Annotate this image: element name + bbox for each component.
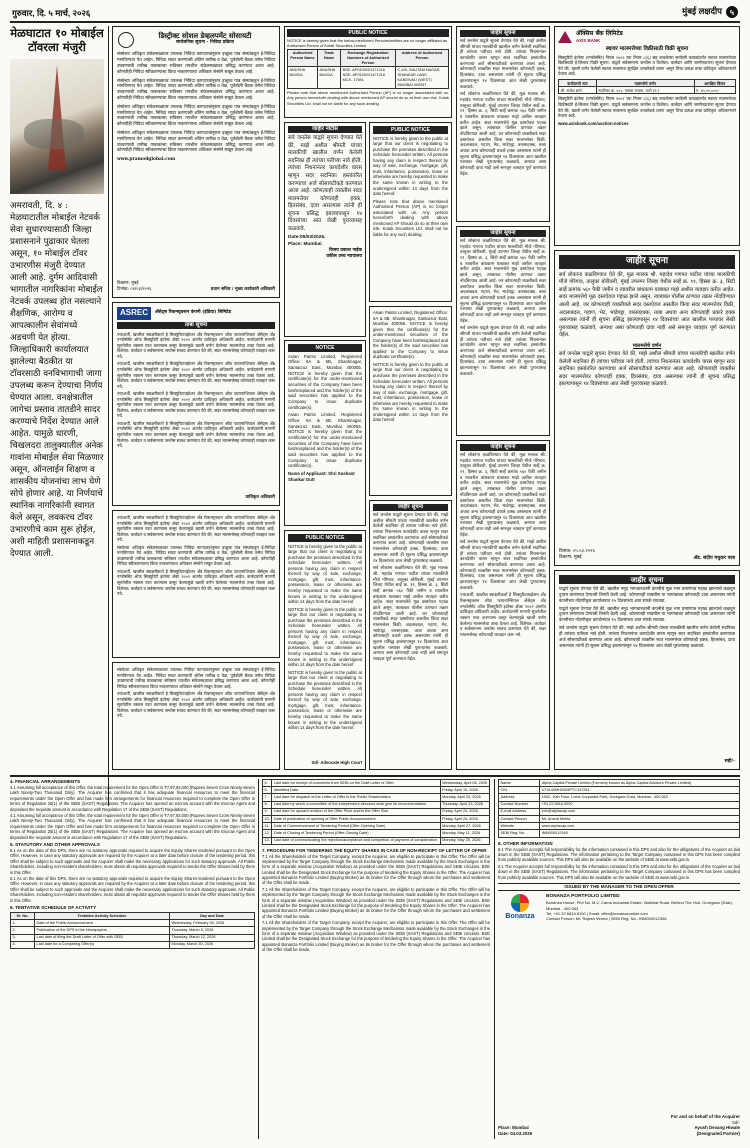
- offer-col-1: [10, 779, 255, 1139]
- sched-head: 6. TENTATIVE SCHEDULE OF ACTIVITY: [10, 904, 97, 910]
- sched-row-cell: 4.: [11, 941, 35, 948]
- sched-row-cell: 2.: [11, 927, 35, 934]
- info-row: [499, 794, 740, 801]
- col3-jahir: [369, 500, 452, 770]
- sched2-row-cell: Last date by which a committee of the independent directors shall give its recommendation: [272, 801, 440, 808]
- col3-mid-body-2: NOTICE is hereby given to the public at large that our client is negotiating to purchase the premises described in the Schedule hereunder written. All persons having any claim in respect thereof by way of sale, exchange, mortgage, gift, trust, inheritance, possession, lease or otherwise are hereby requested to make the same known in writing to the undersigned within 14 days from the date hereof.: [373, 361, 448, 423]
- asrec-body-4: ज्याअर्थी, खालील स्वाक्षरीकर्ता हे सिक्युरिटायझेशन अँड रिकन्स्ट्रक्शन ऑफ फायनान्शियल ॲसेट्स अँड एन्फोर्समेंट ऑफ सिक्युरिटी इंटरेस्ट ॲक्ट २००२ अंतर्गत प्राधिकृत अधिकारी आहेत. कर्जदारांनी मागणी सूचनेतील रक्कम परत करण्यास कसूर केल्यामुळे खाली वर्णन केलेल्या मालमत्तेचा ताबा घेतला आहे. विशेषत: कर्जदार व सर्वसामान्य जनतेस सावध करण्यात येते की, सदर मालमत्तेसह कोणताही व्यवहार करू नये.: [117, 420, 275, 449]
- axis-table: [558, 79, 736, 94]
- info-row-cell: info@alphacap.com: [540, 808, 740, 815]
- col4b-body-2: सर्व जनतेस याद्वारे सूचना देण्यात येते की, माझे अशील श्रीमती यांच्या मालकीची खालील वर्णन केलेली सदनिका ही त्यांच्या पतीच्या नावे होती. त्यांच्या निधनानंतर कायदेशीर वारस म्हणून सदर सदनिका हस्तांतरित करण्याचा अर्ज सोसायटीकडे करण्यात आला आहे. कोणत्याही व्यक्तीस सदर मालमत्तेवर कोणताही हक्क, हितसंबंध, दावा असल्यास त्यांनी ही सूचना प्रसिद्ध झाल्यापासून १४ दिवसांच्या आत लेखी पुराव्यासह कळवावे.: [460, 326, 546, 377]
- sched-col: Day and Date: [169, 913, 254, 920]
- col4-notice-c: [456, 440, 550, 770]
- sched2-row-cell: Monday, May 11, 2026: [440, 830, 489, 837]
- sched2-row: [263, 830, 490, 837]
- col4a-head: जाहीर सूचना: [460, 30, 546, 37]
- axis-title: ॲक्सिस बँक लिमिटेड: [576, 30, 623, 37]
- pmc-body-2: संस्थेच्या अधिकृत संकेतस्थळावर उपलब्ध निविदा कागदपत्रांनुसार इच्छुक पात्र संस्थांकडून ई-निविदा मागविण्यात येत आहेत. निविदा सादर करण्याची अंतिम तारीख व वेळ, पूर्वबोली बैठक तसेच निविदा उघडण्याची तारीख याबाबतचा सविस्तर तपशील संकेतस्थळावर प्रसिद्ध करण्यात आला आहे. कोणतीही निविदा स्वीकारण्याचा किंवा नाकारण्याचा अधिकार संस्थेने राखून ठेवला आहे.: [117, 78, 275, 101]
- jn-head: जाहीर नोटीस: [288, 126, 362, 133]
- asrec-body: ज्याअर्थी, खालील स्वाक्षरीकर्ता हे सिक्युरिटायझेशन अँड रिकन्स्ट्रक्शन ऑफ फायनान्शियल ॲसेट्स अँड एन्फोर्समेंट ऑफ सिक्युरिटी इंटरेस्ट ॲक्ट २००२ अंतर्गत प्राधिकृत अधिकारी आहेत. कर्जदारांनी मागणी सूचनेतील रक्कम परत करण्यास कसूर केल्यामुळे खाली वर्णन केलेल्या मालमत्तेचा ताबा घेतला आहे. विशेषत: कर्जदार व सर्वसामान्य जनतेस सावध करण्यात येते की, सदर मालमत्तेसह कोणताही व्यवहार करू नये.: [117, 331, 275, 359]
- na-body: Asian Paints Limited, Registered Office: 6A & 6B, Shantinagar, Santacruz East, Mumbai 400055. NOTICE is hereby given that the certificate(s) for the under-mentioned securities of the Company have been lost/misplaced and the holder(s) of the said securities has applied to the Company to issue duplicate certificate(s).: [288, 353, 362, 410]
- col3-pn-body-2: Please note that above mentioned Authorised Person (AP) is no longer associated with us. Any person henceforth dealing with above mentioned AP should do so at their own risk. Kotak Securities Ltd. shall not be liable for any such dealing.: [373, 198, 448, 237]
- offer-col-3: [498, 779, 740, 1139]
- proc-body-3: 7.1 All the Shareholders of the Target Company, except the Acquirer, are eligible to participate in this Offer. The Offer will be implemented by the Target Company through the Stock Exchange Mechanism made available by the Stock Exchanges in the form of a separate window (Acquisition Window) as provided under the SEBI (SAST) Regulations and SEBI circulars. BSE Limited shall be the Designated Stock Exchange for the purpose of tendering the Equity Shares in the Offer. The Acquirer has appointed Bonanza Portfolio Limited (Buying Broker) as its broker for the Offer through whom the purchases and settlement of the Offer shall be made.: [262, 920, 490, 953]
- info-row-cell: www.alphacap.com: [540, 823, 740, 830]
- sched2-row-cell: Thursday, April 23, 2026: [440, 801, 489, 808]
- info-row-cell: U74140MH2009PTC197281: [540, 787, 740, 794]
- sched-row-cell: 3.: [11, 934, 35, 941]
- sched2-row-cell: Wednesday, April 08, 2026: [440, 780, 489, 787]
- nbr-body-3: सर्व जनतेस याद्वारे सूचना देण्यात येते की, माझे अशील श्रीमती यांच्या मालकीची खालील वर्णन केलेली सदनिका ही त्यांच्या पतीच्या नावे होती. त्यांच्या निधनानंतर कायदेशीर वारस म्हणून सदर सदनिका हस्तांतरित करण्याचा अर्ज सोसायटीकडे करण्यात आला आहे. कोणत्याही व्यक्तीस सदर मालमत्तेवर कोणताही हक्क, हितसंबंध, दावा असल्यास त्यांनी ही सूचना प्रसिद्ध झाल्यापासून १४ दिवसांच्या आत लेखी पुराव्यासह कळवावे.: [559, 626, 735, 649]
- offer-top-rule: [10, 775, 740, 777]
- info-row-cell: Alpha Capital Private Limited (Formerly known as Alpha Capital Advisors Private Limited): [540, 780, 740, 787]
- info-row: [499, 815, 740, 822]
- pn1-table: [287, 49, 449, 89]
- nbr-head: जाहीर सूचना: [559, 575, 735, 584]
- sched2-row: [263, 808, 490, 815]
- col2-lower-body-2: संस्थेच्या अधिकृत संकेतस्थळावर उपलब्ध निविदा कागदपत्रांनुसार इच्छुक पात्र संस्थांकडून ई-निविदा मागविण्यात येत आहेत. निविदा सादर करण्याची अंतिम तारीख व वेळ, पूर्वबोली बैठक तसेच निविदा उघडण्याची तारीख याबाबतचा सविस्तर तपशील संकेतस्थळावर प्रसिद्ध करण्यात आला आहे. कोणतीही निविदा स्वीकारण्याचा किंवा नाकारण्याचा अधिकार संस्थेने राखून ठेवला आहे.: [117, 544, 275, 567]
- sched2-row: [263, 794, 490, 801]
- sched2-row-cell: Date of publication of opening of Offer Public Announcement: [272, 815, 440, 822]
- sched2-row-cell: Monday, April 27, 2026: [440, 823, 489, 830]
- sched2-row-cell: 12.: [263, 830, 272, 837]
- page-number: ५: [726, 6, 738, 18]
- proc-body-2: 7.1 All the Shareholders of the Target Company, except the Acquirer, are eligible to participate in this Offer. The Offer will be implemented by the Target Company through the Stock Exchange Mechanism made available by the Stock Exchanges in the form of a separate window (Acquisition Window) as provided under the SEBI (SAST) Regulations and SEBI circulars. BSE Limited shall be the Designated Stock Exchange for the purpose of tendering the Equity Shares in the Offer. The Acquirer has appointed Bonanza Portfolio Limited (Buying Broker) as its broker for the Offer through whom the purchases and settlement of the Offer shall be made.: [262, 886, 490, 919]
- sched2-row-cell: Monday, May 25, 2026: [440, 837, 489, 844]
- axis-cell: श्री. राजेश शर्मा: [559, 87, 597, 94]
- info-row-cell: Website: [499, 823, 540, 830]
- bonanza-addr: Bonanza House, Plot No. M-2, Cama Industrial Estate, Walbhat Road, Behind The Hub, Goregaon (East), Mumbai - 400 063: [546, 900, 733, 911]
- na-body-2: Asian Paints Limited, Registered Office: 6A & 6B, Shantinagar, Santacruz East, Mumbai 400055. NOTICE is hereby given that the certificate(s) for the under-mentioned securities of the Company have been lost/misplaced and the holder(s) of the said securities has applied to the Company to issue duplicate certificate(s).: [288, 412, 362, 469]
- pmc-logo: [118, 32, 134, 48]
- col3-jahir-body: सर्व जनतेस याद्वारे सूचना देण्यात येते की, माझे अशील श्रीमती यांच्या मालकीची खालील वर्णन केलेली सदनिका ही त्यांच्या पतीच्या नावे होती. त्यांच्या निधनानंतर कायदेशीर वारस म्हणून सदर सदनिका हस्तांतरित करण्याचा अर्ज सोसायटीकडे करण्यात आला आहे. कोणत्याही व्यक्तीस सदर मालमत्तेवर कोणताही हक्क, हितसंबंध, दावा असल्यास त्यांनी ही सूचना प्रसिद्ध झाल्यापासून १४ दिवसांच्या आत लेखी पुराव्यासह कळवावे.: [373, 513, 448, 564]
- sched2-row-cell: 6.: [263, 787, 272, 794]
- pmc-body-3: संस्थेच्या अधिकृत संकेतस्थळावर उपलब्ध निविदा कागदपत्रांनुसार इच्छुक पात्र संस्थांकडून ई-निविदा मागविण्यात येत आहेत. निविदा सादर करण्याची अंतिम तारीख व वेळ, पूर्वबोली बैठक तसेच निविदा उघडण्याची तारीख याबाबतचा सविस्तर तपशील संकेतस्थळावर प्रसिद्ध करण्यात आला आहे. कोणतीही निविदा स्वीकारण्याचा किंवा नाकारण्याचा अधिकार संस्थेने राखून ठेवला आहे.: [117, 104, 275, 128]
- offer-rule-2: [494, 779, 495, 1139]
- sched2-row-cell: 9.: [263, 808, 272, 815]
- sched2-row-cell: 11.: [263, 823, 272, 830]
- info-row-cell: Mr. Anand Mehta: [540, 815, 740, 822]
- bonanza-logo-text: Bonanza: [505, 912, 535, 920]
- asrec-sign: प्राधिकृत अधिकारी: [245, 495, 275, 501]
- col4c-body-3: ज्याअर्थी, खालील स्वाक्षरीकर्ता हे सिक्युरिटायझेशन अँड रिकन्स्ट्रक्शन ऑफ फायनान्शियल ॲसेट्स अँड एन्फोर्समेंट ऑफ सिक्युरिटी इंटरेस्ट ॲक्ट २००२ अंतर्गत प्राधिकृत अधिकारी आहेत. कर्जदारांनी मागणी सूचनेतील रक्कम परत करण्यास कसूर केल्यामुळे खाली वर्णन केलेल्या मालमत्तेचा ताबा घेतला आहे. विशेषत: कर्जदार व सर्वसामान्य जनतेस सावध करण्यात येते की, सदर मालमत्तेसह कोणताही व्यवहार करू नये.: [460, 593, 546, 638]
- stat-body: 5.1 As on the date of this DPS, there are no statutory approvals required to acquire the Equity Shares tendered pursuant to the Open Offer. However, in case any statutory approvals are required by the Acquirer at a later date before closure of the tendering period, this Offer shall be subject to such approvals and the Acquirer shall make the necessary applications for such statutory approvals. All Public Shareholders, including non-resident shareholders, must obtain all requisite approvals required to tender the Offer Shares held by them in this Offer.: [10, 848, 255, 875]
- sched2-row-cell: Last date for upward revision of the Offer Price and/or the Offer Size: [272, 808, 440, 815]
- col4b-body: सर्व लोकांना कळविण्यात येते की, मूळ मालक श्री. महादेव गणपत पाटील यांच्या मालकीची मौजे गोरेगाव, तालुका बोरीवली, मुंबई उपनगर जिल्हा येथील सर्व्हे क्र. ११, हिस्सा क्र. ३, सिटी सर्व्हे क्रमांक ५६० पैकी जमीन व त्यावरील बांधकाम याबाबत माझे अशील व्यवहार करीत आहेत. सदर मालमत्तेचे मूळ दस्तऐवज गहाळ झाले असून, त्याबाबत पोलीस ठाण्यात तक्रार नोंदविण्यात आली आहे. जर कोणत्याही व्यक्तीकडे सदर दस्तऐवज असतील किंवा सदर मालमत्तेवर विक्री, अदलाबदल, गहाण, भेट, भाडेपट्टा, वारसाहक्क, ताबा अथवा अन्य कोणत्याही प्रकारे हक्क असल्यास त्यांनी ही सूचना प्रसिद्ध झाल्यापासून १४ दिवसांच्या आत खालील पत्त्यावर लेखी पुराव्यासह कळवावे, अन्यथा असा कोणताही दावा नाही असे समजून व्यवहार पूर्ण करण्यात येईल.: [460, 239, 546, 324]
- sched-col: Tentative Activity Schedule: [34, 913, 169, 920]
- pmc-body: संस्थेच्या अधिकृत संकेतस्थळावर उपलब्ध निविदा कागदपत्रांनुसार इच्छुक पात्र संस्थांकडून ई-निविदा मागविण्यात येत आहेत. निविदा सादर करण्याची अंतिम तारीख व वेळ, पूर्वबोली बैठक तसेच निविदा उघडण्याची तारीख याबाबतचा सविस्तर तपशील संकेतस्थळावर प्रसिद्ध करण्यात आला आहे. कोणतीही निविदा स्वीकारण्याचा किंवा नाकारण्याचा अधिकार संस्थेने राखून ठेवला आहे.: [117, 52, 275, 75]
- other-body-2: 8.1 The Acquirer accepts full responsibility for the information contained in this DPS and also for the obligations of the Acquirer as laid down in the SEBI (SAST) Regulations. The information pertaining to the Target Company contained in this DPS has been compiled from publicly available sources. This DPS will also be available on the website of SEBI at www.sebi.gov.in.: [498, 863, 740, 880]
- sched-row-cell: Wednesday, February 25, 2026: [169, 920, 254, 927]
- sched2-row: [263, 787, 490, 794]
- pn2-head: PUBLIC NOTICE: [288, 534, 362, 542]
- sched-row: [11, 927, 255, 934]
- big-place: ठिकाण: मुंबई: [559, 554, 582, 560]
- col2-lower-body-3: ज्याअर्थी, खालील स्वाक्षरीकर्ता हे सिक्युरिटायझेशन अँड रिकन्स्ट्रक्शन ऑफ फायनान्शियल ॲसेट्स अँड एन्फोर्समेंट ऑफ सिक्युरिटी इंटरेस्ट ॲक्ट २००२ अंतर्गत प्राधिकृत अधिकारी आहेत. कर्जदारांनी मागणी सूचनेतील रक्कम परत करण्यास कसूर केल्यामुळे खाली वर्णन केलेल्या मालमत्तेचा ताबा घेतला आहे. विशेषत: कर्जदार व सर्वसामान्य जनतेस सावध करण्यात येते की, सदर मालमत्तेसह कोणताही व्यवहार करू नये.: [117, 568, 275, 597]
- sched2-row-cell: 10.: [263, 815, 272, 822]
- notice-asrec: [112, 302, 280, 506]
- sched-row-cell: Date of the Public Announcement: [34, 920, 169, 927]
- info-row-cell: E-mail Address: [499, 808, 540, 815]
- col2-bottom-body: संस्थेच्या अधिकृत संकेतस्थळावर उपलब्ध निविदा कागदपत्रांनुसार इच्छुक पात्र संस्थांकडून ई-निविदा मागविण्यात येत आहेत. निविदा सादर करण्याची अंतिम तारीख व वेळ, पूर्वबोली बैठक तसेच निविदा उघडण्याची तारीख याबाबतचा सविस्तर तपशील संकेतस्थळावर प्रसिद्ध करण्यात आला आहे. कोणतीही निविदा स्वीकारण्याचा किंवा नाकारण्याचा अधिकार संस्थेने राखून ठेवला आहे.: [117, 667, 275, 689]
- info-row-cell: INM000012345: [540, 830, 740, 837]
- col4a-body: सर्व जनतेस याद्वारे सूचना देण्यात येते की, माझे अशील श्रीमती यांच्या मालकीची खालील वर्णन केलेली सदनिका ही त्यांच्या पतीच्या नावे होती. त्यांच्या निधनानंतर कायदेशीर वारस म्हणून सदर सदनिका हस्तांतरित करण्याचा अर्ज सोसायटीकडे करण्यात आला आहे. कोणत्याही व्यक्तीस सदर मालमत्तेवर कोणताही हक्क, हितसंबंध, दावा असल्यास त्यांनी ही सूचना प्रसिद्ध झाल्यापासून १४ दिवसांच्या आत लेखी पुराव्यासह कळवावे.: [460, 39, 546, 90]
- pmc-place: ठिकाण: मुंबई: [117, 281, 139, 287]
- sched2-row: [263, 780, 490, 787]
- info-row-cell: Name: [499, 780, 540, 787]
- axis-cell: रु. ४५,००,०००/-: [694, 87, 735, 94]
- asrec-name: ॲसेट्स रिकन्स्ट्रक्शन कंपनी (इंडिया) लिमिटेड: [155, 310, 231, 316]
- col4-notice-b: [456, 226, 550, 436]
- col4c-head: जाहीर सूचना: [460, 444, 546, 451]
- col2-lower-body: ज्याअर्थी, खालील स्वाक्षरीकर्ता हे सिक्युरिटायझेशन अँड रिकन्स्ट्रक्शन ऑफ फायनान्शियल ॲसेट्स अँड एन्फोर्समेंट ऑफ सिक्युरिटी इंटरेस्ट ॲक्ट २००२ अंतर्गत प्राधिकृत अधिकारी आहेत. कर्जदारांनी मागणी सूचनेतील रक्कम परत करण्यास कसूर केल्यामुळे खाली वर्णन केलेल्या मालमत्तेचा ताबा घेतला आहे. विशेषत: कर्जदार व सर्वसामान्य जनतेस सावध करण्यात येते की, सदर मालमत्तेसह कोणताही व्यवहार करू नये.: [117, 515, 275, 543]
- sched-row: [11, 934, 255, 941]
- info-row-cell: SEBI Reg. No.: [499, 830, 540, 837]
- axis-site[interactable]: www.axisbank.com/auction-notices: [558, 120, 629, 126]
- info-row-cell: 1002, 10th Floor, Lotus Corporate Park, Goregaon East, Mumbai - 400 063: [540, 794, 740, 801]
- col3-notice-mid: [369, 306, 452, 496]
- sched2-row-cell: Date of Commencement of Tendering Period (Offer Opening Date): [272, 823, 440, 830]
- offer-place: Place: Mumbai: [498, 1125, 529, 1131]
- axis-logo-icon: [558, 31, 572, 43]
- other-head: 8. OTHER INFORMATION: [498, 840, 553, 846]
- notice-pmc: [112, 26, 280, 298]
- col3-jahir-head: जाहीर सूचना: [373, 504, 448, 511]
- sched-row-cell: Thursday, March 12, 2026: [169, 934, 254, 941]
- nbr-body: याद्वारे सूचना देण्यात येते की, खालील नमूद भागधारकांनी कंपनीचे मूळ भाग प्रमाणपत्र गहाळ झाल्याचे कळवून दुय्यम प्रमाणपत्र देण्याची विनंती केली आहे. कोणत्याही व्यक्तीस या भागांबाबत कोणताही दावा असल्यास त्यांनी कंपनीच्या नोंदणीकृत कार्यालयात १५ दिवसांच्या आत संपर्क साधावा.: [559, 587, 735, 604]
- axis-sub: स्थावर मालमत्तेच्या विक्रीसाठी विक्री सूचना: [605, 45, 689, 52]
- pn1-cell: ANUSHA BAGDA: [288, 67, 318, 89]
- sched2-row-cell: Friday, April 24, 2026: [440, 815, 489, 822]
- jn-sign: विजय प्रकाश नाईक वकील उच्च न्यायालय: [326, 248, 362, 260]
- info-row: [499, 787, 740, 794]
- sched2-row: [263, 837, 490, 844]
- issued-by: ISSUED BY THE MANAGER TO THE OPEN OFFER: [498, 883, 740, 891]
- sched-row-cell: Publication of the DPS in the Newspapers: [34, 927, 169, 934]
- col3-pn-body: NOTICE is hereby given to the public at large that our client is negotiating to purchase the premises described in the Schedule hereunder written. All persons having any claim in respect thereof by way of sale, exchange, mortgage, gift, trust, inheritance, possession, lease or otherwise are hereby requested to make the same known in writing to the undersigned within 14 days from the date hereof.: [373, 135, 448, 197]
- sched2-row: [263, 815, 490, 822]
- info-row-cell: CIN: [499, 787, 540, 794]
- sched2-row: [263, 801, 490, 808]
- stat-head: 5. STATUTORY AND OTHER APPROVALS: [10, 841, 100, 847]
- info-table: [498, 779, 740, 838]
- pmc-subtitle: सार्वजनिक सूचना - निविदा प्रक्रिया: [176, 40, 234, 46]
- axis-cell: सदनिका क्र. ५०२, पाचवा मजला, ठाणे (प.): [596, 87, 694, 94]
- col4a-body-2: सर्व लोकांना कळविण्यात येते की, मूळ मालक श्री. महादेव गणपत पाटील यांच्या मालकीची मौजे गोरेगाव, तालुका बोरीवली, मुंबई उपनगर जिल्हा येथील सर्व्हे क्र. ११, हिस्सा क्र. ३, सिटी सर्व्हे क्रमांक ५६० पैकी जमीन व त्यावरील बांधकाम याबाबत माझे अशील व्यवहार करीत आहेत. सदर मालमत्तेचे मूळ दस्तऐवज गहाळ झाले असून, त्याबाबत पोलीस ठाण्यात तक्रार नोंदविण्यात आली आहे. जर कोणत्याही व्यक्तीकडे सदर दस्तऐवज असतील किंवा सदर मालमत्तेवर विक्री, अदलाबदल, गहाण, भेट, भाडेपट्टा, वारसाहक्क, ताबा अथवा अन्य कोणत्याही प्रकारे हक्क असल्यास त्यांनी ही सूचना प्रसिद्ध झाल्यापासून १४ दिवसांच्या आत खालील पत्त्यावर लेखी पुराव्यासह कळवावे, अन्यथा असा कोणताही दावा नाही असे समजून व्यवहार पूर्ण करण्यात येईल.: [460, 92, 546, 177]
- masthead-right: [682, 6, 738, 18]
- public-notice-kotak: [284, 26, 452, 118]
- info-row: [499, 780, 740, 787]
- bonanza-mark-icon: [511, 894, 529, 912]
- nbr-body-2: याद्वारे सूचना देण्यात येते की, खालील नमूद भागधारकांनी कंपनीचे मूळ भाग प्रमाणपत्र गहाळ झाल्याचे कळवून दुय्यम प्रमाणपत्र देण्याची विनंती केली आहे. कोणत्याही व्यक्तीस या भागांबाबत कोणताही दावा असल्यास त्यांनी कंपनीच्या नोंदणीकृत कार्यालयात १५ दिवसांच्या आत संपर्क साधावा.: [559, 606, 735, 624]
- sched2-row-cell: Monday, April 20, 2026: [440, 794, 489, 801]
- asrec-heading: ताबा सूचना: [117, 322, 275, 329]
- sched2-row-cell: Identified Date: [272, 787, 440, 794]
- big-head: जाहीर सूचना: [559, 255, 735, 269]
- info-row: [499, 801, 740, 808]
- pn1-cell: ANUSHA BAGDA: [317, 67, 340, 89]
- offer-rule-1: [258, 779, 259, 1139]
- pn1-cell: C-4/5, GAUTAM NAGAR, SHANKAR LANE, KANDIVALI (WEST) MUMBAI 400067: [396, 67, 449, 89]
- axis-col: आरक्षित किंमत: [694, 80, 735, 87]
- notice-bottom-right: [554, 570, 740, 770]
- sched-row: [11, 920, 255, 927]
- info-row: [499, 808, 740, 815]
- col1-rule: [108, 26, 109, 806]
- pmc-sign: प्रधान सचिव / मुख्य कार्यकारी अधिकारी: [210, 287, 275, 293]
- big-body-2: सर्व जनतेस याद्वारे सूचना देण्यात येते की, माझे अशील श्रीमती यांच्या मालकीची खालील वर्णन केलेली सदनिका ही त्यांच्या पतीच्या नावे होती. त्यांच्या निधनानंतर कायदेशीर वारस म्हणून सदर सदनिका हस्तांतरित करण्याचा अर्ज सोसायटीकडे करण्यात आला आहे. कोणत्याही व्यक्तीस सदर मालमत्तेवर कोणताही हक्क, हितसंबंध, दावा असल्यास त्यांनी ही सूचना प्रसिद्ध झाल्यापासून १४ दिवसांच्या आत लेखी पुराव्यासह कळवावे.: [559, 351, 735, 388]
- asrec-body-2: ज्याअर्थी, खालील स्वाक्षरीकर्ता हे सिक्युरिटायझेशन अँड रिकन्स्ट्रक्शन ऑफ फायनान्शियल ॲसेट्स अँड एन्फोर्समेंट ऑफ सिक्युरिटी इंटरेस्ट ॲक्ट २००२ अंतर्गत प्राधिकृत अधिकारी आहेत. कर्जदारांनी मागणी सूचनेतील रक्कम परत करण्यास कसूर केल्यामुळे खाली वर्णन केलेल्या मालमत्तेचा ताबा घेतला आहे. विशेषत: कर्जदार व सर्वसामान्य जनतेस सावध करण्यात येते की, सदर मालमत्तेसह कोणताही व्यवहार करू नये.: [117, 361, 275, 389]
- jahir-notice-col3: [284, 122, 366, 337]
- axis-body-2: सिक्युरिटी इंटरेस्ट (एन्फोर्समेंट) नियम २००२ च्या नियम ८(६) सह वाचलेल्या सरफेसी कायद्यांतर्गत स्थावर मालमत्तेच्या विक्रीसाठी ई-लिलाव विक्री सूचना. याद्वारे सर्वसामान्य जनतेस व विशेषत: कर्जदार आणि जामीनदारांना सूचना देण्यात येते की, खाली वर्णन केलेली स्थावर मालमत्ता सुरक्षित धनकोकडे तारण असून तिचा प्रत्यक्ष ताबा प्राधिकृत अधिकाऱ्याने घेतला आहे.: [558, 96, 736, 119]
- bonanza-tel: Tel: +91 22 6816 8100 | Email: offer@bonanzaonline.com: [546, 910, 648, 916]
- pn1-cell: BSE- AP0109201471216 NSE- AP0109201471216 MCX- 17691: [341, 67, 396, 89]
- pn1-col: Authorized Person Name: [288, 49, 318, 66]
- col3-pn: [369, 122, 452, 302]
- col4-notice-a: [456, 26, 550, 222]
- big-notice: [554, 250, 740, 566]
- nbr-sign: सही/-: [724, 758, 735, 764]
- sched-row-cell: Monday, March 30, 2026: [169, 941, 254, 948]
- pn1-col: Exchange Registration Numbers of Authorized Person: [341, 49, 396, 66]
- info-row-cell: Contact Number: [499, 801, 540, 808]
- axis-col: कर्जदाराचे नाव: [559, 80, 597, 87]
- fin-body-2: 4.1 Assuming full acceptance of this Offer, the total requirement for the Open Offer is ₹7,97,92,000 (Rupees Seven Crore Ninety-Seven Lakh Ninety-Two Thousand Only). The Acquirer has confirmed that it has adequate financial resources to meet the financial requirements under the Open Offer and has made firm arrangements for financial resources required to complete the Open Offer in terms of Regulation 25(1) of the SEBI (SAST) Regulations. The Acquirer has opened an escrow account with the Escrow Agent and deposited the requisite amount in accordance with Regulation 17 of the SEBI (SAST) Regulations.: [10, 813, 255, 840]
- col4c-body-2: सर्व जनतेस याद्वारे सूचना देण्यात येते की, माझे अशील श्रीमती यांच्या मालकीची खालील वर्णन केलेली सदनिका ही त्यांच्या पतीच्या नावे होती. त्यांच्या निधनानंतर कायदेशीर वारस म्हणून सदर सदनिका हस्तांतरित करण्याचा अर्ज सोसायटीकडे करण्यात आला आहे. कोणत्याही व्यक्तीस सदर मालमत्तेवर कोणताही हक्क, हितसंबंध, दावा असल्यास त्यांनी ही सूचना प्रसिद्ध झाल्यापासून १४ दिवसांच्या आत लेखी पुराव्यासह कळवावे.: [460, 540, 546, 591]
- sched2-row-cell: 13.: [263, 837, 272, 844]
- sched2-row-cell: 5.: [263, 780, 272, 787]
- pn1-body: Please note that above mentioned Authorised Person (AP) is no longer associated with us. Any person henceforth dealing with above mentioned AP should do so at their own risk. Kotak Securities Ltd. shall not be liable for any such dealing.: [287, 90, 449, 106]
- other-body: 8.1 The Acquirer accepts full responsibility for the information contained in this DPS and also for the obligations of the Acquirer as laid down in the SEBI (SAST) Regulations. The information pertaining to the Target Company contained in this DPS has been compiled from publicly available sources. This DPS will also be available on the website of SEBI at www.sebi.gov.in.: [498, 846, 740, 863]
- tower-icon: [48, 65, 66, 170]
- info-row: [499, 830, 740, 837]
- masthead-rule: [10, 21, 740, 23]
- pmc-title: डिस्ट्रीक्ट सोशल डेव्हलपमेंट सोसायटी: [158, 31, 252, 40]
- col4b-head: जाहीर सूचना: [460, 230, 546, 237]
- sched-row-cell: 1.: [11, 920, 35, 927]
- axis-logo-text: AXIS BANK: [576, 37, 601, 43]
- pmc-date: दिनांक: ०४/०३/२०२६: [117, 287, 152, 293]
- na-sign: Name of Applicant: Shri Sushant Shankar Dutt: [288, 471, 355, 482]
- col3-mid-body: Asian Paints Limited, Registered Office: 6A & 6B, Shantinagar, Santacruz East, Mumbai 400055. NOTICE is hereby given that the certificate(s) for the under-mentioned securities of the Company have been lost/misplaced and the holder(s) of the said securities has applied to the Company to issue duplicate certificate(s).: [373, 310, 448, 360]
- big-body: सर्व लोकांना कळविण्यात येते की, मूळ मालक श्री. महादेव गणपत पाटील यांच्या मालकीची मौजे गोरेगाव, तालुका बोरीवली, मुंबई उपनगर जिल्हा येथील सर्व्हे क्र. ११, हिस्सा क्र. ३, सिटी सर्व्हे क्रमांक ५६० पैकी जमीन व त्यावरील बांधकाम याबाबत माझे अशील व्यवहार करीत आहेत. सदर मालमत्तेचे मूळ दस्तऐवज गहाळ झाले असून, त्याबाबत पोलीस ठाण्यात तक्रार नोंदविण्यात आली आहे. जर कोणत्याही व्यक्तीकडे सदर दस्तऐवज असतील किंवा सदर मालमत्तेवर विक्री, अदलाबदल, गहाण, भेट, भाडेपट्टा, वारसाहक्क, ताबा अथवा अन्य कोणत्याही प्रकारे हक्क असल्यास त्यांनी ही सूचना प्रसिद्ध झाल्यापासून १४ दिवसांच्या आत खालील पत्त्यावर लेखी पुराव्यासह कळवावे, अन्यथा असा कोणताही दावा नाही असे समजून व्यवहार पूर्ण करण्यात येईल.: [559, 271, 735, 339]
- sched2-row-cell: Last date of communicating the rejection/acceptance and completion of payment of consideration: [272, 837, 440, 844]
- pn1-col: Address of Authorized Person: [396, 49, 449, 66]
- jn-date: Date:05/03/2026.: [288, 235, 326, 241]
- info-row: [499, 823, 740, 830]
- pn2-body-3: NOTICE is hereby given to the public at large that our client is negotiating to purchase the premises described in the Schedule hereunder written. All persons having any claim in respect thereof by way of sale, exchange, mortgage, gift, trust, inheritance, possession, lease or otherwise are hereby requested to make the same known in writing to the undersigned within 14 days from the date hereof.: [288, 669, 362, 731]
- sched2-table: [262, 779, 490, 845]
- jn-place: Place: Mumbai: [288, 241, 322, 247]
- public-notice-2: [284, 530, 366, 770]
- pn1-intro: NOTICE is hereby given that the below mentioned Persons/entities are no longer affiliated as Authorised Person of Kotak Securities Limited: [287, 37, 447, 48]
- offer-date: Date: 04.03.2026: [498, 1131, 533, 1137]
- stat-body-2: 5.1 As on the date of this DPS, there are no statutory approvals required to acquire the Equity Shares tendered pursuant to the Open Offer. However, in case any statutory approvals are required by the Acquirer at a later date before closure of the tendering period, this Offer shall be subject to such approvals and the Acquirer shall make the necessary applications for such statutory approvals. All Public Shareholders, including non-resident shareholders, must obtain all requisite approvals required to tender the Offer Shares held by them in this Offer.: [10, 875, 255, 903]
- lead-story: [10, 26, 104, 786]
- col3-pn-head: PUBLIC NOTICE: [373, 126, 448, 134]
- notice-col2-lower: [112, 510, 280, 658]
- sched2-row: [263, 823, 490, 830]
- col4c-body: सर्व लोकांना कळविण्यात येते की, मूळ मालक श्री. महादेव गणपत पाटील यांच्या मालकीची मौजे गोरेगाव, तालुका बोरीवली, मुंबई उपनगर जिल्हा येथील सर्व्हे क्र. ११, हिस्सा क्र. ३, सिटी सर्व्हे क्रमांक ५६० पैकी जमीन व त्यावरील बांधकाम याबाबत माझे अशील व्यवहार करीत आहेत. सदर मालमत्तेचे मूळ दस्तऐवज गहाळ झाले असून, त्याबाबत पोलीस ठाण्यात तक्रार नोंदविण्यात आली आहे. जर कोणत्याही व्यक्तीकडे सदर दस्तऐवज असतील किंवा सदर मालमत्तेवर विक्री, अदलाबदल, गहाण, भेट, भाडेपट्टा, वारसाहक्क, ताबा अथवा अन्य कोणत्याही प्रकारे हक्क असल्यास त्यांनी ही सूचना प्रसिद्ध झाल्यापासून १४ दिवसांच्या आत खालील पत्त्यावर लेखी पुराव्यासह कळवावे, अन्यथा असा कोणताही दावा नाही असे समजून व्यवहार पूर्ण करण्यात येईल.: [460, 453, 546, 538]
- big-schedule: मालमत्तेचे वर्णन: [632, 342, 662, 349]
- acquirer-sign: Sd/-: [731, 1119, 740, 1125]
- masthead-date: गुरुवार, दि. ५ मार्च, २०२६: [12, 8, 91, 18]
- sched2-row-cell: Friday, April 24, 2026: [440, 808, 489, 815]
- sched-row-cell: Last date of filing the Draft Letter of Offer with SEBI: [34, 934, 169, 941]
- pn1-col: Trade Name: [317, 49, 340, 66]
- big-date: दिनांक: ०५.०३.२०२६: [559, 548, 595, 554]
- big-sign: ॲड. संदीप मधुकर परब: [693, 554, 735, 561]
- col2-bottom-body-2: ज्याअर्थी, खालील स्वाक्षरीकर्ता हे सिक्युरिटायझेशन अँड रिकन्स्ट्रक्शन ऑफ फायनान्शियल ॲसेट्स अँड एन्फोर्समेंट ऑफ सिक्युरिटी इंटरेस्ट ॲक्ट २००२ अंतर्गत प्राधिकृत अधिकारी आहेत. कर्जदारांनी मागणी सूचनेतील रक्कम परत करण्यास कसूर केल्यामुळे खाली वर्णन केलेल्या मालमत्तेचा ताबा घेतला आहे. विशेषत: कर्जदार व सर्वसामान्य जनतेस सावध करण्यात येते की, सदर मालमत्तेसह कोणताही व्यवहार करू नये.: [117, 691, 275, 719]
- info-row-cell: +91 22 6816 0000: [540, 801, 740, 808]
- edition-name: मुंबई लक्षदीप: [682, 6, 722, 17]
- sched2-row-cell: Last date for receipt of comments from SEBI on the Draft Letter of Offer: [272, 780, 440, 787]
- pmc-site[interactable]: www.pramodglobal.com: [117, 157, 176, 163]
- lead-photo: [10, 59, 104, 194]
- pn2-body: NOTICE is hereby given to the public at large that our client is negotiating to purchase the premises described in the Schedule hereunder written. All persons having any claim in respect thereof by way of sale, exchange, mortgage, gift, trust, inheritance, possession, lease or otherwise are hereby requested to make the same known in writing to the undersigned within 14 days from the date hereof.: [288, 543, 362, 605]
- bonanza-contact: Contact Person: Mr. Rajesh Verma | SEBI Reg. No.: INM000012306: [546, 916, 667, 922]
- sched2-row-cell: 8.: [263, 801, 272, 808]
- asrec-logo: ASREC: [117, 307, 151, 320]
- sched-row-cell: Last date for a Competing Offer(s): [34, 941, 169, 948]
- axis-col: मालमत्तेचे वर्णन: [596, 80, 694, 87]
- sched-col: Sr. No.: [11, 913, 35, 920]
- proc-body: 7.1 All the Shareholders of the Target Company, except the Acquirer, are eligible to participate in this Offer. The Offer will be implemented by the Target Company through the Stock Exchange Mechanism made available by the Stock Exchanges in the form of a separate window (Acquisition Window) as provided under the SEBI (SAST) Regulations and SEBI circulars. BSE Limited shall be the Designated Stock Exchange for the purpose of tendering the Equity Shares in the Offer. The Acquirer has appointed Bonanza Portfolio Limited (Buying Broker) as its broker for the Offer through whom the purchases and settlement of the Offer shall be made.: [262, 853, 490, 886]
- sched-row-cell: Thursday, March 5, 2026: [169, 927, 254, 934]
- proc-head: 7. PROCEDURE FOR TENDERING THE EQUITY SHARES IN CASE OF NON-RECEIPT OF LETTER OF OFFER: [262, 847, 487, 853]
- fin-body: 4.1 Assuming full acceptance of this Offer, the total requirement for the Open Offer is ₹7,97,92,000 (Rupees Seven Crore Ninety-Seven Lakh Ninety-Two Thousand Only). The Acquirer has confirmed that it has adequate financial resources to meet the financial requirements under the Open Offer and has made firm arrangements for financial resources required to complete the Open Offer in terms of Regulation 25(1) of the SEBI (SAST) Regulations. The Acquirer has opened an escrow account with the Escrow Agent and deposited the requisite amount in accordance with Regulation 17 of the SEBI (SAST) Regulations.: [10, 785, 255, 812]
- sched2-row-cell: Last date for dispatch of the Letter of Offer to the Public Shareholders: [272, 794, 440, 801]
- notice-alpha: [284, 340, 366, 526]
- na-head: NOTICE: [288, 344, 362, 352]
- pn2-body-2: NOTICE is hereby given to the public at large that our client is negotiating to purchase the premises described in the Schedule hereunder written. All persons having any claim in respect thereof by way of sale, exchange, mortgage, gift, trust, inheritance, possession, lease or otherwise are hereby requested to make the same known in writing to the undersigned within 14 days from the date hereof.: [288, 606, 362, 668]
- pmc-body-4: संस्थेच्या अधिकृत संकेतस्थळावर उपलब्ध निविदा कागदपत्रांनुसार इच्छुक पात्र संस्थांकडून ई-निविदा मागविण्यात येत आहेत. निविदा सादर करण्याची अंतिम तारीख व वेळ, पूर्वबोली बैठक तसेच निविदा उघडण्याची तारीख याबाबतचा सविस्तर तपशील संकेतस्थळावर प्रसिद्ध करण्यात आला आहे. कोणतीही निविदा स्वीकारण्याचा किंवा नाकारण्याचा अधिकार संस्थेने राखून ठेवला आहे.: [117, 131, 275, 154]
- notice-col2-bottom: [112, 662, 280, 770]
- acquirer-label: For and on behalf of the Acquirer: [670, 1113, 740, 1119]
- bonanza-name: BONANZA PORTFOLIO LIMITED: [546, 893, 620, 899]
- sched-row: [11, 941, 255, 948]
- offer-col-2: [262, 779, 490, 1139]
- asrec-body-3: ज्याअर्थी, खालील स्वाक्षरीकर्ता हे सिक्युरिटायझेशन अँड रिकन्स्ट्रक्शन ऑफ फायनान्शियल ॲसेट्स अँड एन्फोर्समेंट ऑफ सिक्युरिटी इंटरेस्ट ॲक्ट २००२ अंतर्गत प्राधिकृत अधिकारी आहेत. कर्जदारांनी मागणी सूचनेतील रक्कम परत करण्यास कसूर केल्यामुळे खाली वर्णन केलेल्या मालमत्तेचा ताबा घेतला आहे. विशेषत: कर्जदार व सर्वसामान्य जनतेस सावध करण्यात येते की, सदर मालमत्तेसह कोणताही व्यवहार करू नये.: [117, 391, 275, 419]
- acquirer-name: Ayush Devang Hiwale (Designated Partner): [694, 1125, 740, 1137]
- lead-body: अमरावती, दि. ४ : मेळघाटातील मोबाईल नेटवर्क सेवा सुधारण्यासाठी जिल्हा प्रशासनाने पुढाकार घेतला असून, १० मोबाईल टॉवर उभारणीस मंजुरी देण्यात आली आहे. दुर्गम आदिवासी भागातील नागरिकांना मोबाईल नेटवर्क उपलब्ध होत नसल्याने शैक्षणिक, आरोग्य व आपत्कालीन सेवांमध्ये अडचणी येत होत्या. जिल्हाधिकारी कार्यालयात झालेल्या बैठकीत या टॉवरसाठी वनविभागाची जागा उपलब्ध करून देण्याचा निर्णय घेण्यात आला. वनक्षेत्रातील जागेचा प्रस्ताव तातडीने सादर करण्याचे निर्देश देण्यात आले आहेत. यामुळे धारणी, चिखलदरा तालुक्यातील अनेक गावांना मोबाईल सेवा मिळणार असून, ऑनलाईन शिक्षण व शासकीय योजनांचा लाभ घेणे सोपे होणार आहे. या निर्णयाचे स्थानिक नागरिकांनी स्वागत केले असून, लवकरच टॉवर उभारणीचे काम सुरू होईल, अशी माहिती प्रशासनाकडून देण्यात आली.: [10, 200, 104, 559]
- pn1-head: PUBLIC NOTICE: [287, 29, 449, 37]
- col3-jahir-body-2: सर्व लोकांना कळविण्यात येते की, मूळ मालक श्री. महादेव गणपत पाटील यांच्या मालकीची मौजे गोरेगाव, तालुका बोरीवली, मुंबई उपनगर जिल्हा येथील सर्व्हे क्र. ११, हिस्सा क्र. ३, सिटी सर्व्हे क्रमांक ५६० पैकी जमीन व त्यावरील बांधकाम याबाबत माझे अशील व्यवहार करीत आहेत. सदर मालमत्तेचे मूळ दस्तऐवज गहाळ झाले असून, त्याबाबत पोलीस ठाण्यात तक्रार नोंदविण्यात आली आहे. जर कोणत्याही व्यक्तीकडे सदर दस्तऐवज असतील किंवा सदर मालमत्तेवर विक्री, अदलाबदल, गहाण, भेट, भाडेपट्टा, वारसाहक्क, ताबा अथवा अन्य कोणत्याही प्रकारे हक्क असल्यास त्यांनी ही सूचना प्रसिद्ध झाल्यापासून १४ दिवसांच्या आत खालील पत्त्यावर लेखी पुराव्यासह कळवावे, अन्यथा असा कोणताही दावा नाही असे समजून व्यवहार पूर्ण करण्यात येईल.: [373, 566, 448, 662]
- bonanza-logo: [498, 894, 542, 921]
- lead-headline: मेळघाटात १० मोबाईल टॉवरला मंजुरी: [10, 26, 104, 55]
- fin-head: 4. FINANCIAL ARRANGEMENTS: [10, 779, 81, 784]
- info-row-cell: Contact Person: [499, 815, 540, 822]
- sched2-row-cell: Date of Closing of Tendering Period (Offer Closing Date): [272, 830, 440, 837]
- info-row-cell: Address: [499, 794, 540, 801]
- axis-body: सिक्युरिटी इंटरेस्ट (एन्फोर्समेंट) नियम २००२ च्या नियम ८(६) सह वाचलेल्या सरफेसी कायद्यांतर्गत स्थावर मालमत्तेच्या विक्रीसाठी ई-लिलाव विक्री सूचना. याद्वारे सर्वसामान्य जनतेस व विशेषत: कर्जदार आणि जामीनदारांना सूचना देण्यात येते की, खाली वर्णन केलेली स्थावर मालमत्ता सुरक्षित धनकोकडे तारण असून तिचा प्रत्यक्ष ताबा प्राधिकृत अधिकाऱ्याने घेतला आहे.: [558, 54, 736, 77]
- pn2-sign: Sd/- Advocate High Court: [311, 760, 362, 766]
- jn-body: सर्व जनतेस याद्वारे सूचना देण्यात येते की, माझे अशील श्रीमती यांच्या मालकीची खालील वर्णन केलेली सदनिका ही त्यांच्या पतीच्या नावे होती. त्यांच्या निधनानंतर कायदेशीर वारस म्हणून सदर सदनिका हस्तांतरित करण्याचा अर्ज सोसायटीकडे करण्यात आला आहे. कोणत्याही व्यक्तीस सदर मालमत्तेवर कोणताही हक्क, हितसंबंध, दावा असल्यास त्यांनी ही सूचना प्रसिद्ध झाल्यापासून १४ दिवसांच्या आत लेखी पुराव्यासह कळवावे.: [288, 135, 363, 232]
- sched2-row-cell: 7.: [263, 794, 272, 801]
- sched-table: [10, 912, 255, 949]
- sched2-row-cell: Friday, April 10, 2026: [440, 787, 489, 794]
- notice-axis: [554, 26, 740, 246]
